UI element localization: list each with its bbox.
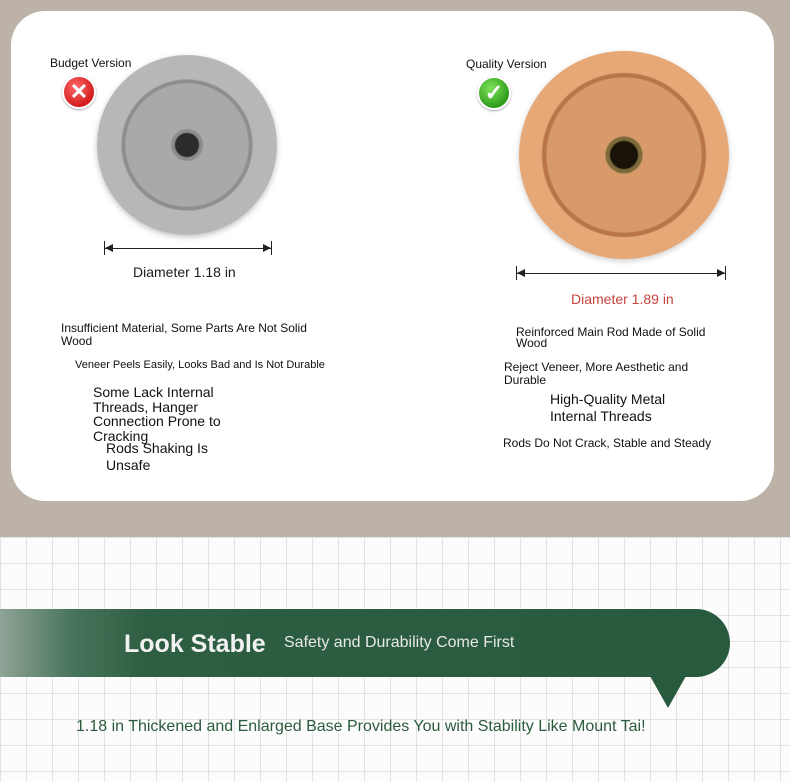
- check-mark-icon: ✓: [477, 76, 511, 110]
- budget-diameter: Diameter 1.18 in: [133, 264, 236, 280]
- budget-base-image: [97, 55, 277, 235]
- comparison-card: [11, 11, 774, 501]
- quality-point-3: High-Quality Metal Internal Threads: [550, 391, 666, 424]
- dimension-tick-right: [725, 266, 726, 280]
- budget-point-4: Rods Shaking Is Unsafe: [106, 440, 208, 473]
- quality-version-label: Quality Version: [466, 57, 547, 71]
- budget-version-label: Budget Version: [50, 56, 132, 70]
- budget-point-1: Insufficient Material, Some Parts Are Not Solid Wood: [61, 321, 307, 348]
- dimension-tick-right: [271, 241, 272, 255]
- x-mark-icon: ✕: [62, 75, 96, 109]
- quality-diameter: Diameter 1.89 in: [571, 291, 674, 307]
- quality-point-1: Reinforced Main Rod Made of Solid Wood: [516, 325, 706, 351]
- quality-point-2: Reject Veneer, More Aesthetic and Durable: [504, 360, 689, 387]
- arrow-right-icon: [717, 269, 725, 277]
- banner-subtitle: Safety and Durability Come First: [284, 634, 515, 651]
- quality-base-image: [519, 51, 729, 259]
- arrow-right-icon: [263, 244, 271, 252]
- arrow-left-icon: [105, 244, 113, 252]
- dimension-line: [105, 248, 271, 249]
- dimension-line: [517, 273, 725, 274]
- arrow-left-icon: [517, 269, 525, 277]
- stability-caption: 1.18 in Thickened and Enlarged Base Provides You with Stability Like Mount Tai!: [76, 718, 646, 735]
- quality-point-4: Rods Do Not Crack, Stable and Steady: [503, 436, 712, 450]
- budget-point-3: Some Lack Internal Threads, Hanger Connection Prone to Cracking: [93, 384, 221, 445]
- budget-point-2: Veneer Peels Easily, Looks Bad and Is Not Durable: [75, 359, 325, 371]
- banner-title: Look Stable: [124, 630, 266, 658]
- look-stable-banner: [0, 609, 730, 677]
- banner-pointer: [650, 676, 686, 708]
